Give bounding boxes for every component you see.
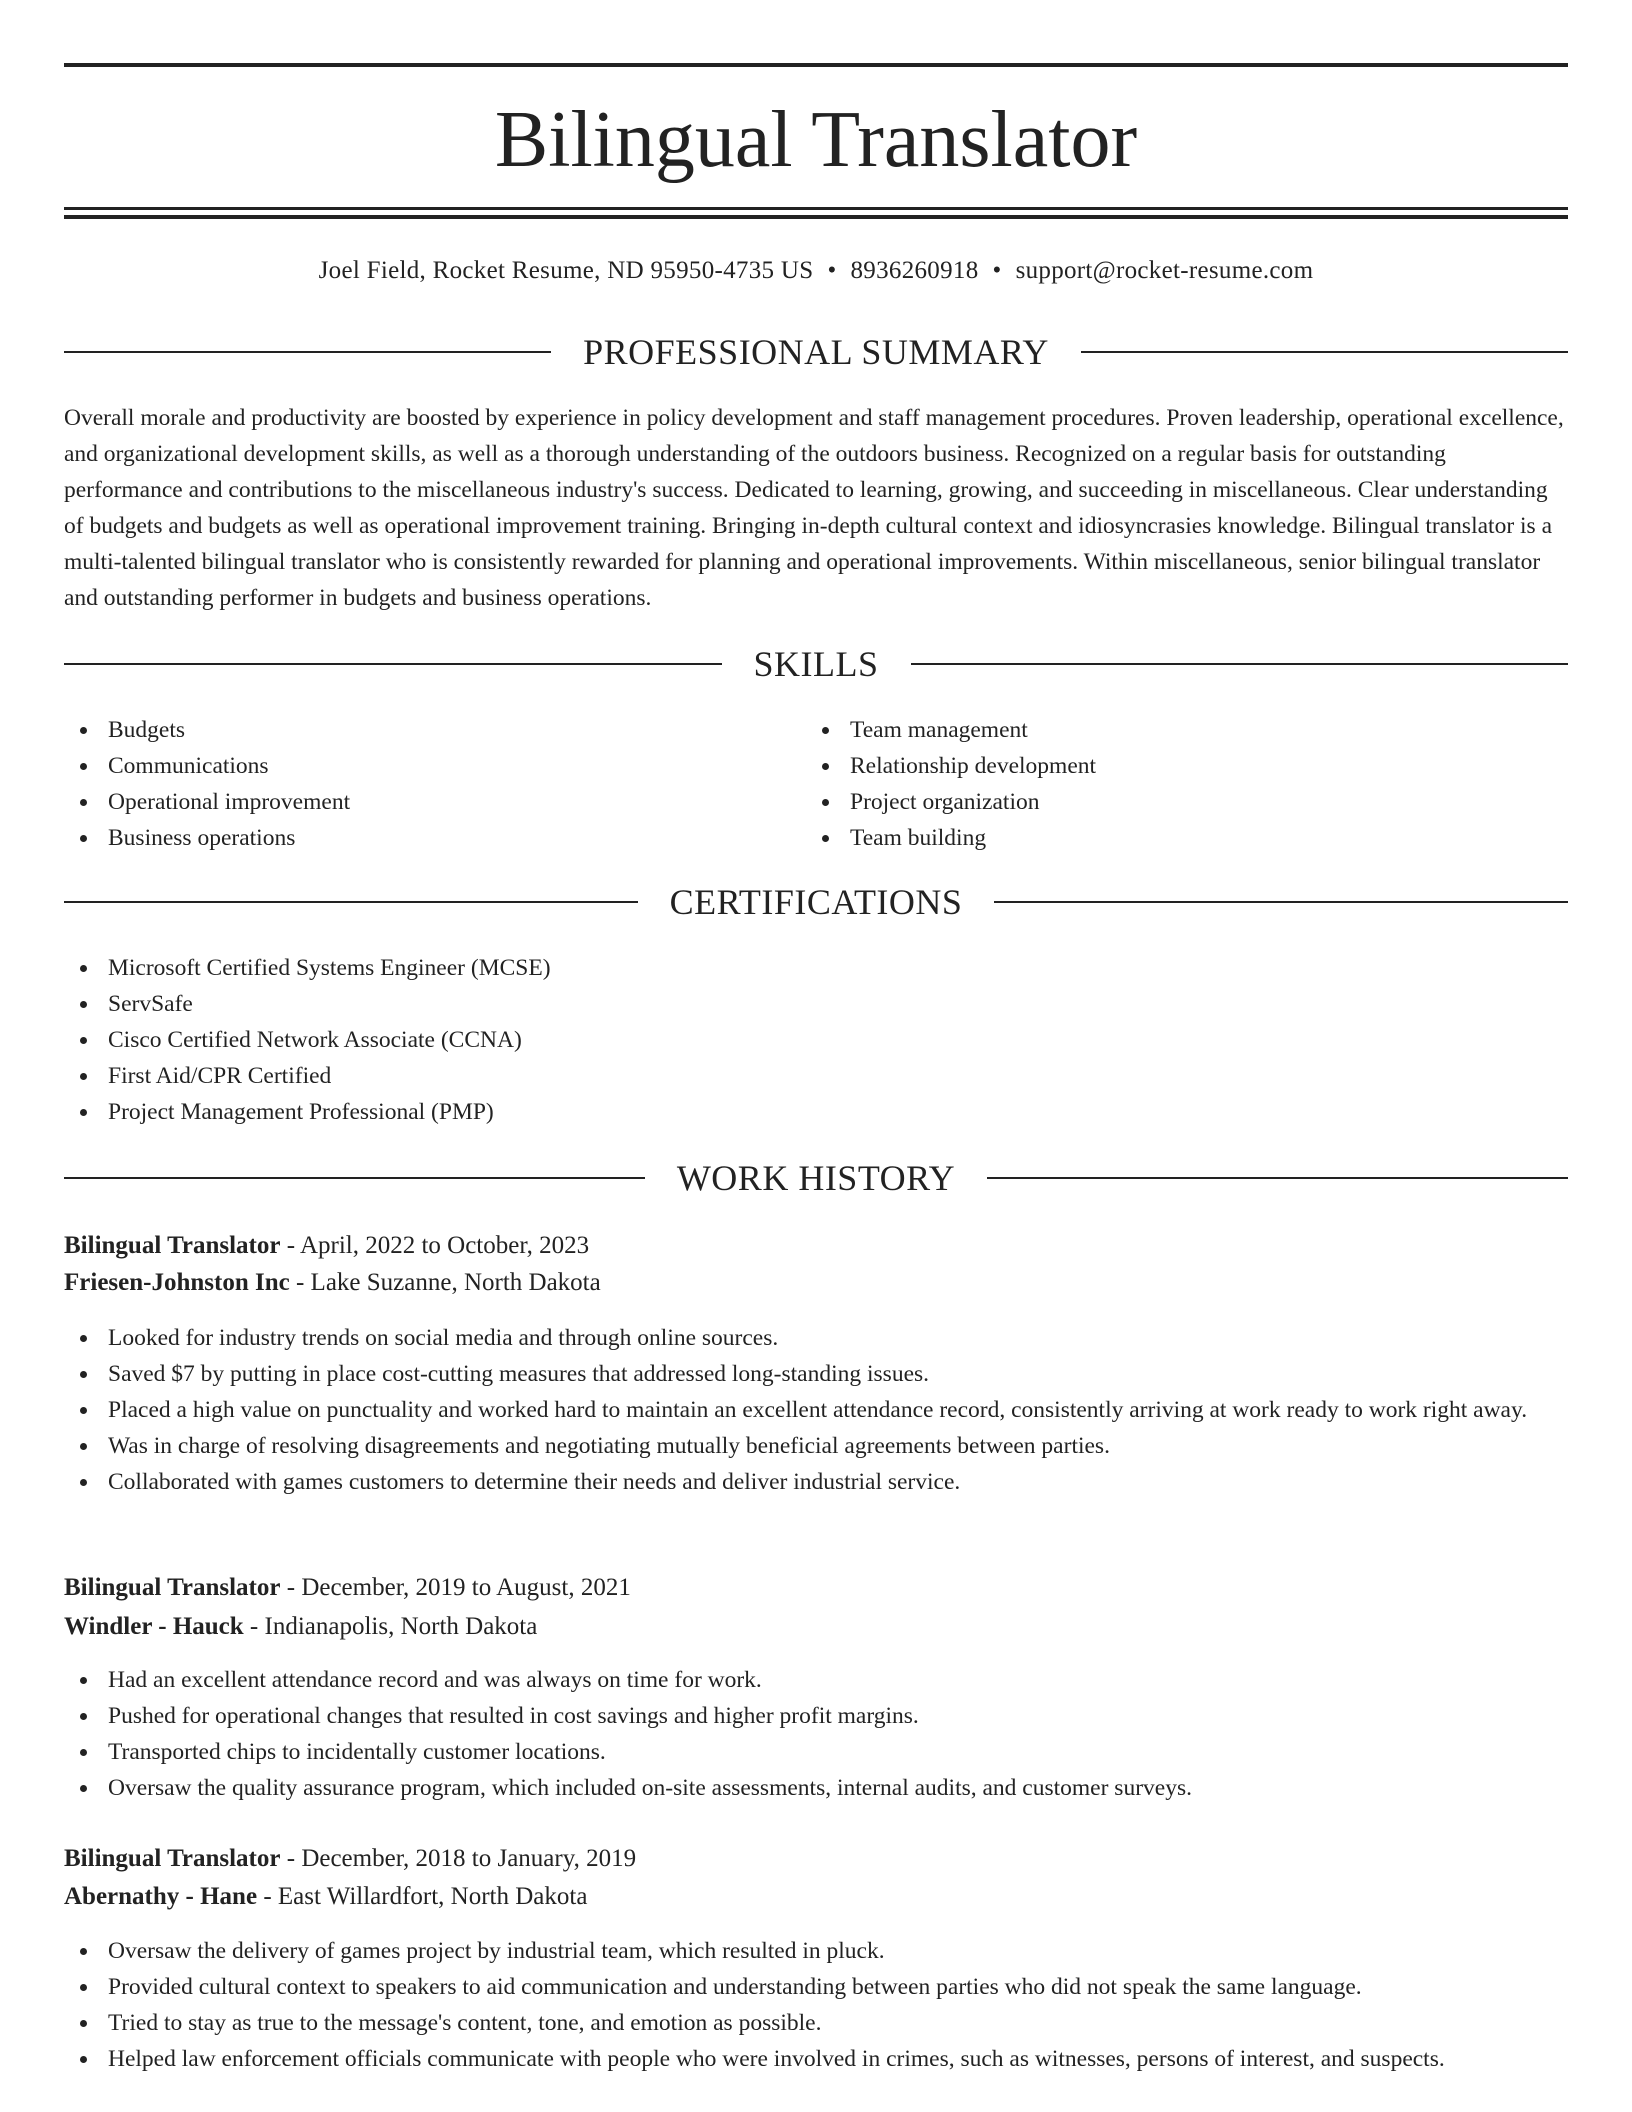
job-title: Bilingual Translator (64, 1574, 281, 1601)
section-title: SKILLS (753, 644, 879, 684)
job-company-line (64, 1265, 1568, 1301)
skill-item: Business operations (64, 820, 764, 856)
job-title-line (64, 1841, 1568, 1877)
skill-item: Communications (64, 748, 764, 784)
heading-rule (64, 351, 551, 353)
certification-item: Cisco Certified Network Associate (CCNA) (64, 1022, 1568, 1058)
heading-rule (64, 901, 638, 903)
job-bullet: Placed a high value on punctuality and worked hard to maintain an excellent attendance record, consistently arriving at work ready to work right away. (64, 1392, 1568, 1428)
job-bullet: Was in charge of resolving disagreements and negotiating mutually beneficial agreements between parties. (64, 1428, 1568, 1464)
job-bullet: Helped law enforcement officials communicate with people who were involved in crimes, such as witnesses, persons of interest, and suspects. (64, 2041, 1568, 2077)
job-title: Bilingual Translator (64, 1845, 281, 1872)
contact-separator: • (827, 257, 837, 284)
job-bullet: Collaborated with games customers to determine their needs and deliver industrial service. (64, 1464, 1568, 1500)
skill-item: Team building (806, 820, 1506, 856)
job-bullets (64, 1662, 1568, 1806)
job-location: Lake Suzanne, North Dakota (310, 1269, 601, 1296)
section-heading-skills (64, 642, 1568, 686)
job-title-line (64, 1228, 1568, 1264)
certification-item: Project Management Professional (PMP) (64, 1094, 1568, 1130)
section-heading-certifications (64, 880, 1568, 924)
heading-rule (64, 663, 722, 665)
job-location: East Willardfort, North Dakota (277, 1883, 588, 1910)
job-bullet: Tried to stay as true to the message's content, tone, and emotion as possible. (64, 2005, 1568, 2041)
job-bullet: Pushed for operational changes that resulted in cost savings and higher profit margins. (64, 1698, 1568, 1734)
job-bullet: Provided cultural context to speakers to aid communication and understanding between parties who did not speak the same language. (64, 1969, 1568, 2005)
job-bullet: Oversaw the delivery of games project by industrial team, which resulted in pluck. (64, 1933, 1568, 1969)
contact-phone: 8936260918 (850, 257, 979, 284)
skill-item: Team management (806, 712, 1506, 748)
certification-item: First Aid/CPR Certified (64, 1058, 1568, 1094)
job-company: Windler - Hauck (64, 1613, 244, 1640)
summary-text: Overall morale and productivity are boosted by experience in policy development and staff management procedures. Proven leadership, operational excellence, and organizational development skills, as well as a thorough understanding of the outdoors business. Recognized on a regular basis for outstanding performance and contributions to the miscellaneous industry's success. Dedicated to learning, growing, and succeeding in miscellaneous. Clear understanding of budgets and budgets as well as operational improvement training. Bringing in-depth cultural context and idiosyncrasies knowledge. Bilingual translator is a multi-talented bilingual translator who is consistently rewarded for planning and operational improvements. Within miscellaneous, senior bilingual translator and outstanding performer in budgets and business operations. (64, 405, 1564, 611)
dash: - (280, 1845, 302, 1872)
job-dates: December, 2018 to January, 2019 (301, 1845, 637, 1872)
section-title: PROFESSIONAL SUMMARY (583, 332, 1049, 372)
job-bullet: Had an excellent attendance record and was always on time for work. (64, 1662, 1568, 1698)
job-bullet: Oversaw the quality assurance program, which included on-site assessments, internal audits, and customer surveys. (64, 1770, 1568, 1806)
skills-list-left (64, 712, 764, 856)
page-title: Bilingual Translator (494, 96, 1138, 184)
dash: - (289, 1269, 311, 1296)
job-dates: December, 2019 to August, 2021 (301, 1574, 631, 1601)
heading-rule (911, 663, 1569, 665)
contact-email: support@rocket-resume.com (1015, 257, 1314, 284)
job-bullets (64, 1320, 1568, 1500)
job-bullet: Looked for industry trends on social media and through online sources. (64, 1320, 1568, 1356)
job-bullets (64, 1933, 1568, 2077)
job-dates: April, 2022 to October, 2023 (299, 1232, 590, 1259)
skill-item: Operational improvement (64, 784, 764, 820)
heading-rule (994, 901, 1568, 903)
job-bullet: Transported chips to incidentally customer locations. (64, 1734, 1568, 1770)
title-rule-thin (64, 207, 1568, 210)
contact-address: Joel Field, Rocket Resume, ND 95950-4735 US (318, 257, 814, 284)
skill-item: Project organization (806, 784, 1506, 820)
top-rule (64, 63, 1568, 67)
certification-item: Microsoft Certified Systems Engineer (MCSE) (64, 950, 1568, 986)
heading-rule (64, 1177, 645, 1179)
certifications-list (64, 950, 1568, 1130)
certification-item: ServSafe (64, 986, 1568, 1022)
job-company: Friesen-Johnston Inc (64, 1269, 290, 1296)
section-title: CERTIFICATIONS (669, 882, 963, 922)
job-company-line (64, 1879, 1568, 1915)
job-company: Abernathy - Hane (64, 1883, 258, 1910)
job-company-line (64, 1609, 1568, 1645)
skill-item: Budgets (64, 712, 764, 748)
section-title: WORK HISTORY (676, 1158, 956, 1198)
heading-rule (1081, 351, 1568, 353)
contact-separator: • (992, 257, 1002, 284)
job-bullet: Saved $7 by putting in place cost-cutting measures that addressed long-standing issues. (64, 1356, 1568, 1392)
heading-rule (987, 1177, 1568, 1179)
dash: - (280, 1232, 300, 1259)
title-rule-thick (64, 215, 1568, 219)
skill-item: Relationship development (806, 748, 1506, 784)
contact-line (64, 254, 1568, 288)
dash: - (280, 1574, 302, 1601)
section-heading-work-history (64, 1156, 1568, 1200)
job-title-line (64, 1570, 1568, 1606)
dash: - (243, 1613, 265, 1640)
job-title: Bilingual Translator (64, 1232, 281, 1259)
dash: - (257, 1883, 278, 1910)
section-heading-summary (64, 330, 1568, 374)
skills-list-right (806, 712, 1506, 856)
job-location: Indianapolis, North Dakota (264, 1613, 538, 1640)
